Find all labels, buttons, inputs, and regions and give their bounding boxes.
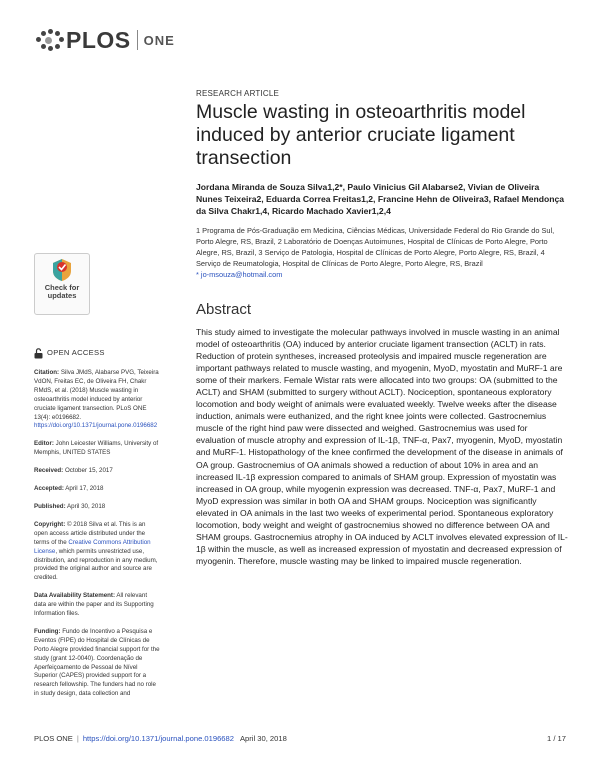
affiliations: 1 Programa de Pós-Graduação em Medicina, Ciências Médicas, Universidade Federal do Rio Grande do Sul, Porto Alegre, RS, Brazil, 2 Laboratório de Doenças Autoimunes, Hospital de Clínicas de Porto Alegre, Porto Alegre, RS, Brazil, 3 Serviço de Patologia, Hospital de Clínicas de Porto Alegre, Porto Alegre, RS, Brazil, 4 Serviço de Reumatologia, Hospital de Clínicas de Porto Alegre, Porto Alegre, RS, Brazil xyxy=(196,226,555,268)
data-availability-block: Data Availability Statement: All relevant data are within the paper and its Supporting Information files. xyxy=(34,592,154,618)
open-access-badge: OPEN ACCESS xyxy=(34,348,160,359)
funding-block: Funding: Fundo de Incentivo a Pesquisa e Eventos (FIPE) do Hospital de Clínicas de Porto Alegre provided financial support for the study (grant 12-0040). Coordenação de Aperfeiçoamento de Pessoal de Nível Superior (CAPES) provided support for a research fellowship. The funders had no role in study design, data collection and xyxy=(34,627,160,698)
abstract-heading: Abstract xyxy=(196,301,252,318)
footer-doi-link[interactable]: https://doi.org/10.1371/journal.pone.0196682 xyxy=(82,734,234,743)
logo-word: PLOS xyxy=(66,26,131,53)
editor-block: Editor: John Leicester Williams, University of Memphis, UNITED STATES xyxy=(34,440,159,457)
citation-doi-link[interactable]: https://doi.org/10.1371/journal.pone.0196682 xyxy=(34,422,158,430)
logo-divider xyxy=(137,30,138,50)
license-link[interactable]: Creative Commons Attribution License xyxy=(34,538,151,555)
article-info-sidebar xyxy=(34,348,160,708)
article-title: Muscle wasting in osteoarthritis model induced by anterior cruciate ligament transection xyxy=(196,101,526,169)
footer-journal: PLOS ONE xyxy=(34,734,73,743)
open-lock-icon xyxy=(34,348,43,359)
page-footer xyxy=(34,734,566,743)
article-type: RESEARCH ARTICLE xyxy=(196,89,280,98)
citation-block: Citation: Silva JMdS, Alabarse PVG, Teixeira VdON, Freitas EC, de Oliveira FH, Chakr RMdS, et al. (2018) Muscle wasting in osteoarthritis model induced by anterior cruciate ligament transection. PLoS ONE 13(4): e0196682. https://doi.org/10.1371/journal.pone.0196682 xyxy=(34,369,159,430)
published-date: Published: April 30, 2018 xyxy=(34,502,106,510)
accepted-date: Accepted: April 17, 2018 xyxy=(34,485,104,493)
received-date: Received: October 15, 2017 xyxy=(34,467,113,475)
corresponding-email-link[interactable]: * jo-msouza@hotmail.com xyxy=(196,270,283,279)
plos-dots-icon xyxy=(34,28,64,52)
check-for-updates-button[interactable] xyxy=(34,253,90,315)
abstract-text: This study aimed to investigate the molecular pathways involved in muscle wasting in an animal model of osteoarthritis (OA) induced by anterior cruciate ligament transection (ACLT) in rats. Reduction of protein syntheses, increased proteolysis and impaired muscle regeneration are important pathways related to muscle wasting, and myogenin, MyoD, myostatin and MuRF-1 are some of their markers. Female Wistar rats were allocated into two groups: OA (submitted to the ACLT) and SHAM (submitted to surgery without ACLT). Nociception, spontaneous exploratory locomotion and body weight of animals were evaluated weekly. Twelve weeks after the disease induction, animals were euthanized, and the right knee joints were collected. Gastrocnemius muscle of the right hind paw were dissected and weighed. Gastrocnemius was used for evaluation of muscle atrophy and expression of IL-1β, TNF-α, Pax7, myogenin, MyoD, myostatin and MuRF-1. Histopathology of the knee confirmed the development of the disease in animals of OA group. Gastrocnemius of OA animals showed a reduction of about 10% in area and an increased IL-1β expression compared to animals of SHAM group. Expression of myostatin was increased in OA group, while myogenin expression was decreased. TNF-α, Pax7, MuRF-1 and MyoD expression was similar in both OA and SHAM groups. Nociception was significantly elevated in OA animals in the last two weeks of experimental period. Spontaneous exploratory locomotion, body weight and weight of gastrocnemius showed no difference between OA and SHAM groups. Gastrocnemius atrophy in OA induced by ACLT involves elevated expression of IL-1β within the muscle, as well as increased expression of myostatin and decreased expression of myogenin. Therefore, muscle wasting may be linked to impaired muscle regeneration. xyxy=(196,327,568,566)
copyright-block: Copyright: © 2018 Silva et al. This is an open access article distributed under the terms of the Creative Commons Attribution License, which permits unrestricted use, distribution, and reproduction in any medium, provided the original author and source are credited. xyxy=(34,520,158,582)
journal-name: ONE xyxy=(143,32,175,48)
footer-separator: | xyxy=(76,734,79,743)
crossmark-icon xyxy=(51,258,73,282)
footer-date: April 30, 2018 xyxy=(239,734,287,743)
author-list: Jordana Miranda de Souza Silva1,2*, Paulo Vinicius Gil Alabarse2, Vivian de Oliveira Nunes Teixeira2, Eduarda Correa Freitas1,2, Francine Hehn de Oliveira3, Rafael Mendonça da Silva Chakr1,4, Ricardo Machado Xavier1,2,4 xyxy=(196,182,565,216)
page-number: 1 / 17 xyxy=(547,734,566,743)
plos-logo[interactable] xyxy=(34,26,175,54)
check-for-updates-label: Check for updates xyxy=(44,283,80,300)
